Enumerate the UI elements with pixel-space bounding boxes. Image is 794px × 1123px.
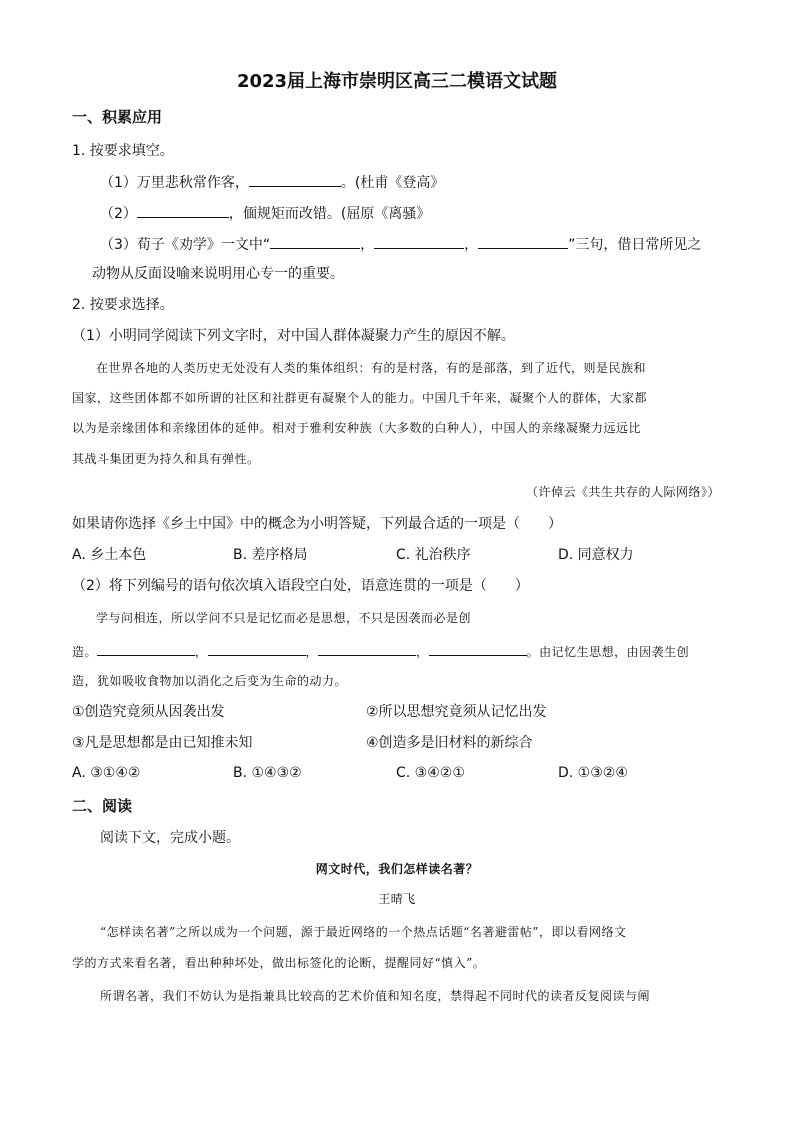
- question-1-item-1: [100, 171, 444, 193]
- exam-title: 2023届上海市崇明区高三二模语文试题: [236, 71, 558, 92]
- option-d[interactable]: D. 同意权力: [558, 547, 634, 563]
- option-a[interactable]: A. ③①④②: [72, 765, 141, 781]
- section-heading-reading: 二、阅读: [72, 797, 133, 815]
- article-title: 网文时代，我们怎样读名著？: [315, 862, 479, 876]
- article-author: 王晴飞: [378, 892, 416, 906]
- q1-item1-text: （1）万里悲秋常作客，: [100, 175, 249, 191]
- article-paragraph-line: “怎样读名著”之所以成为一个问题，源于最近网络的一个热点话题“名著避雷帖”，即以看网络文: [100, 925, 627, 939]
- comma: ，: [360, 237, 375, 253]
- option-b[interactable]: B. ①④③②: [233, 765, 302, 781]
- option-c[interactable]: C. 礼治秩序: [396, 547, 471, 563]
- fill-blank[interactable]: [478, 233, 568, 249]
- fill-blank[interactable]: [270, 233, 360, 249]
- question-1-item-2: [100, 202, 430, 224]
- fill-blank[interactable]: [97, 640, 195, 656]
- comma: ，: [305, 645, 319, 659]
- fill-blank[interactable]: [429, 640, 527, 656]
- q1-item2-label: （2）: [100, 206, 137, 222]
- passage-text: 。由记忆生思想，由因袭生创: [526, 645, 690, 659]
- statement-4: ④创造多是旧材料的新综合: [366, 735, 533, 751]
- passage-line-with-blanks: [72, 640, 689, 662]
- option-b[interactable]: B. 差序格局: [233, 547, 308, 563]
- option-a[interactable]: A. 乡土本色: [72, 547, 147, 563]
- q1-item2-text: ，偭规矩而改错。(屈原《离骚》: [228, 206, 431, 222]
- fill-blank[interactable]: [208, 640, 306, 656]
- question-2-part-2-stem: （2）将下列编号的语句依次填入语段空白处，语意连贯的一项是（ ）: [72, 578, 529, 594]
- passage-line: 国家，这些团体都不如所谓的社区和社群更有凝聚个人的能力。中国几千年来，凝聚个人的群体，大家都: [72, 391, 648, 405]
- question-1-item-3: [100, 233, 701, 255]
- reading-instruction: 阅读下文，完成小题。: [100, 830, 240, 846]
- question-2-part-1-question: 如果请你选择《乡土中国》中的概念为小明答疑，下列最合适的一项是（ ）: [72, 516, 562, 532]
- q1-item3-text: （3）荀子《劝学》一文中“: [100, 237, 271, 253]
- passage-line: 在世界各地的人类历史无处没有人类的集体组织：有的是村落，有的是部落，到了近代，则是民族和: [96, 361, 647, 375]
- fill-blank[interactable]: [249, 171, 341, 187]
- q1-item3-tail: ”三句，借日常所见之: [568, 237, 702, 253]
- passage-line: 学与问相连，所以学问不只是记忆而必是思想，不只是因袭而必是创: [96, 611, 472, 625]
- article-paragraph-line: 学的方式来看名著，看出种种坏处，做出标签化的论断，提醒同好“慎入”。: [72, 956, 486, 970]
- option-d[interactable]: D. ①③②④: [558, 765, 628, 781]
- question-1-item-3-continued: 动物从反面设喻来说明用心专一的重要。: [92, 266, 344, 282]
- question-1-stem: 1. 按要求填空。: [72, 143, 174, 159]
- statement-2: ②所以思想究竟须从记忆出发: [366, 704, 547, 720]
- comma: ，: [464, 237, 479, 253]
- section-heading-accumulation: 一、积累应用: [72, 108, 163, 126]
- question-2-stem: 2. 按要求选择。: [72, 297, 174, 313]
- statement-3: ③凡是思想都是由已知推未知: [72, 735, 253, 751]
- question-2-part-1-stem: （1）小明同学阅读下列文字时，对中国人群体凝聚力产生的原因不解。: [72, 328, 515, 344]
- fill-blank[interactable]: [318, 640, 416, 656]
- option-c[interactable]: C. ③④②①: [396, 765, 465, 781]
- passage-line: 造，犹如吸收食物加以消化之后变为生命的动力。: [72, 674, 348, 688]
- statement-1: ①创造究竟须从因袭出发: [72, 704, 225, 720]
- fill-blank[interactable]: [374, 233, 464, 249]
- comma: ，: [195, 645, 208, 659]
- fill-blank[interactable]: [137, 202, 229, 218]
- passage-line: 其战斗集团更为持久和具有弹性。: [72, 452, 260, 466]
- passage-line: 以为是亲缘团体和亲缘团体的延伸。相对于雅利安种族（大多数的白种人），中国人的亲缘凝聚力远远比: [72, 421, 642, 435]
- passage-text: 造。: [72, 645, 98, 659]
- passage-source: （许倬云《共生共存的人际网络》）: [525, 485, 720, 499]
- article-paragraph-line: 所谓名著，我们不妨认为是指兼具比较高的艺术价值和知名度，禁得起不同时代的读者反复阅读与阐: [100, 989, 651, 1003]
- comma: ，: [416, 645, 429, 659]
- q1-item1-source: 。(杜甫《登高》: [340, 175, 445, 191]
